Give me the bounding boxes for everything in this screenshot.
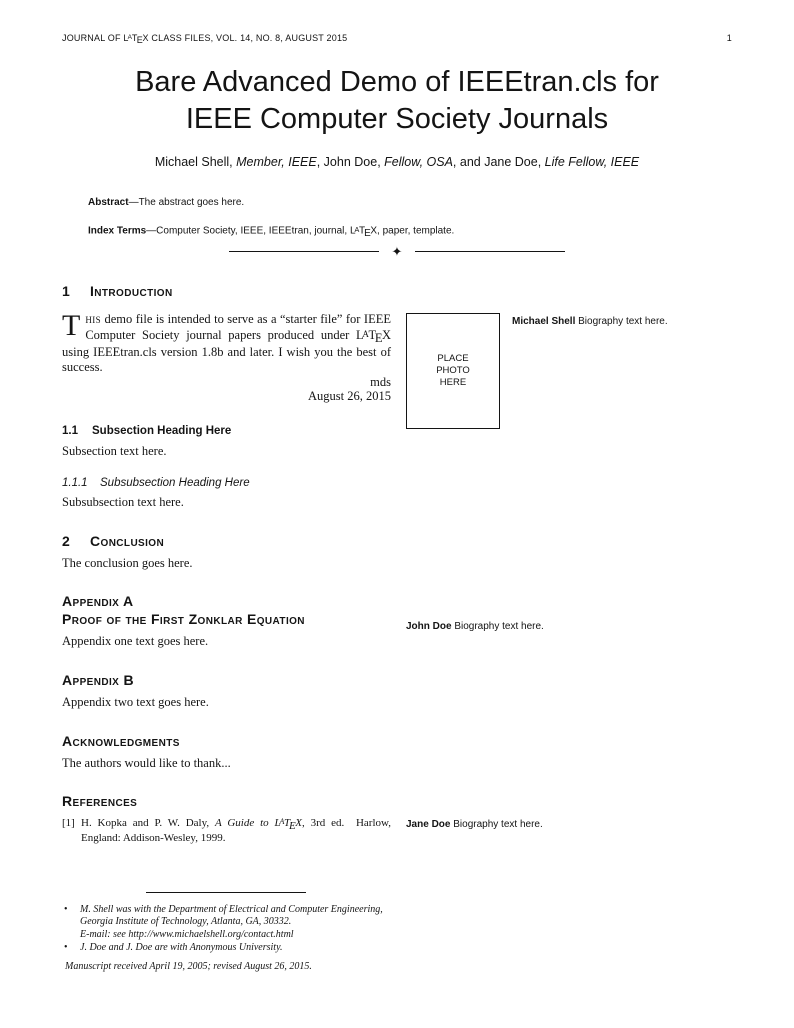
biography-name: John Doe	[406, 621, 452, 632]
index-terms: Index Terms—Computer Society, IEEE, IEEEtran, journal, LATEX, paper, template.	[88, 225, 455, 239]
footnote-rule	[146, 892, 306, 893]
right-column	[404, 277, 734, 1017]
introduction-paragraph	[62, 309, 391, 375]
footnote-item	[62, 904, 392, 941]
section-title: Conclusion	[90, 532, 165, 549]
biography-jane-doe: Jane Doe Biography text here.	[406, 819, 543, 830]
biography-name: Jane Doe	[406, 819, 451, 830]
bullet-icon: •	[64, 941, 68, 953]
bullet-icon: •	[64, 904, 68, 915]
references-title: References	[62, 793, 138, 810]
section-separator	[0, 245, 794, 258]
footnote-text: M. Shell was with the Department of Electrical and Computer Engineering, Georgia Institute of Technology, Atlanta, GA, 30332. E-mail: see http://www.michaelshell.org/contact.html	[80, 904, 392, 941]
biography-john-doe: John Doe Biography text here.	[406, 621, 544, 632]
acknowledgments-heading	[62, 732, 391, 750]
diamond-icon: ✦	[391, 244, 403, 259]
acknowledgments-text: The authors would like to thank...	[62, 755, 231, 770]
subsubsection-title: Subsubsection Heading Here	[100, 476, 250, 489]
reference-text: H. Kopka and P. W. Daly, A Guide to LATEX, 3rd ed. Harlow, England: Addison-Wesley, 1999.	[81, 817, 391, 845]
page-number: 1	[726, 33, 732, 43]
footnotes	[62, 884, 392, 973]
photo-placeholder	[406, 313, 500, 429]
journal-header-text: JOURNAL OF LATEX CLASS FILES, VOL. 14, NO. 8, AUGUST 2015	[62, 33, 348, 45]
section-number: 2	[62, 532, 71, 549]
section-number: 1	[62, 283, 71, 299]
appendix-b-title: Appendix B	[62, 671, 135, 688]
subsubsection-number: 1.1.1	[62, 476, 88, 489]
paper-title-line-1: Bare Advanced Demo of IEEEtran.cls for	[135, 66, 659, 98]
section-heading-introduction	[62, 282, 391, 300]
references-heading	[62, 792, 391, 810]
paper-title-line-2: IEEE Computer Society Journals	[185, 103, 609, 135]
conclusion-text: The conclusion goes here.	[62, 555, 193, 570]
footnote-email: E-mail: see http://www.michaelshell.org/contact.html	[80, 928, 294, 940]
abstract: Abstract—The abstract goes here.	[88, 197, 245, 208]
separator-line-left	[229, 251, 379, 252]
section-heading-conclusion	[62, 532, 391, 550]
reference-label: [1]	[62, 817, 75, 830]
photo-placeholder-line: PLACE	[437, 353, 469, 364]
biography-text: Michael Shell Biography text here.	[512, 316, 668, 327]
footnote-item	[62, 942, 392, 954]
appendix-a-heading	[62, 592, 391, 628]
subsection-heading	[62, 424, 391, 438]
subsection-text: Subsection text here.	[62, 444, 167, 459]
subsubsection-heading	[62, 476, 391, 490]
appendix-b-heading	[62, 671, 391, 689]
subsection-number: 1.1	[62, 425, 78, 438]
subsubsection-text: Subsubsection text here.	[62, 494, 184, 509]
footnote-text: J. Doe and J. Doe are with Anonymous University.	[80, 941, 283, 953]
separator-line-right	[415, 251, 565, 252]
manuscript-note: Manuscript received April 19, 2005; revised August 26, 2015.	[65, 961, 312, 973]
appendix-b-text: Appendix two text goes here.	[62, 694, 209, 709]
acknowledgments-title: Acknowledgments	[62, 732, 180, 749]
appendix-a-subtitle: Proof of the First Zonklar Equation	[62, 611, 305, 628]
appendix-a-text: Appendix one text goes here.	[62, 634, 209, 649]
running-head	[62, 33, 732, 45]
biography-name: Michael Shell	[512, 316, 576, 327]
drop-cap: T	[62, 309, 81, 342]
subsection-title: Subsection Heading Here	[92, 425, 232, 438]
appendix-a-title: Appendix A	[62, 593, 134, 610]
author-line: Michael Shell, Member, IEEE, John Doe, Fellow, OSA, and Jane Doe, Life Fellow, IEEE	[154, 155, 640, 169]
biography-michael-shell	[406, 313, 734, 429]
section-title: Introduction	[90, 283, 173, 299]
left-column	[62, 277, 391, 845]
photo-placeholder-line: HERE	[439, 377, 467, 388]
signoff-initials: mds	[370, 374, 391, 389]
paper-title	[40, 64, 754, 138]
signoff	[62, 375, 391, 404]
reference-item	[62, 816, 391, 844]
photo-placeholder-line: PHOTO	[436, 365, 470, 376]
signoff-date: August 26, 2015	[308, 389, 391, 404]
introduction-text: his demo file is intended to serve as a “starter file” for IEEE Computer Society journal papers produced under LATEX using IEEEtran.cls version 1.8b and later. I wish you the best of success.	[62, 312, 391, 375]
